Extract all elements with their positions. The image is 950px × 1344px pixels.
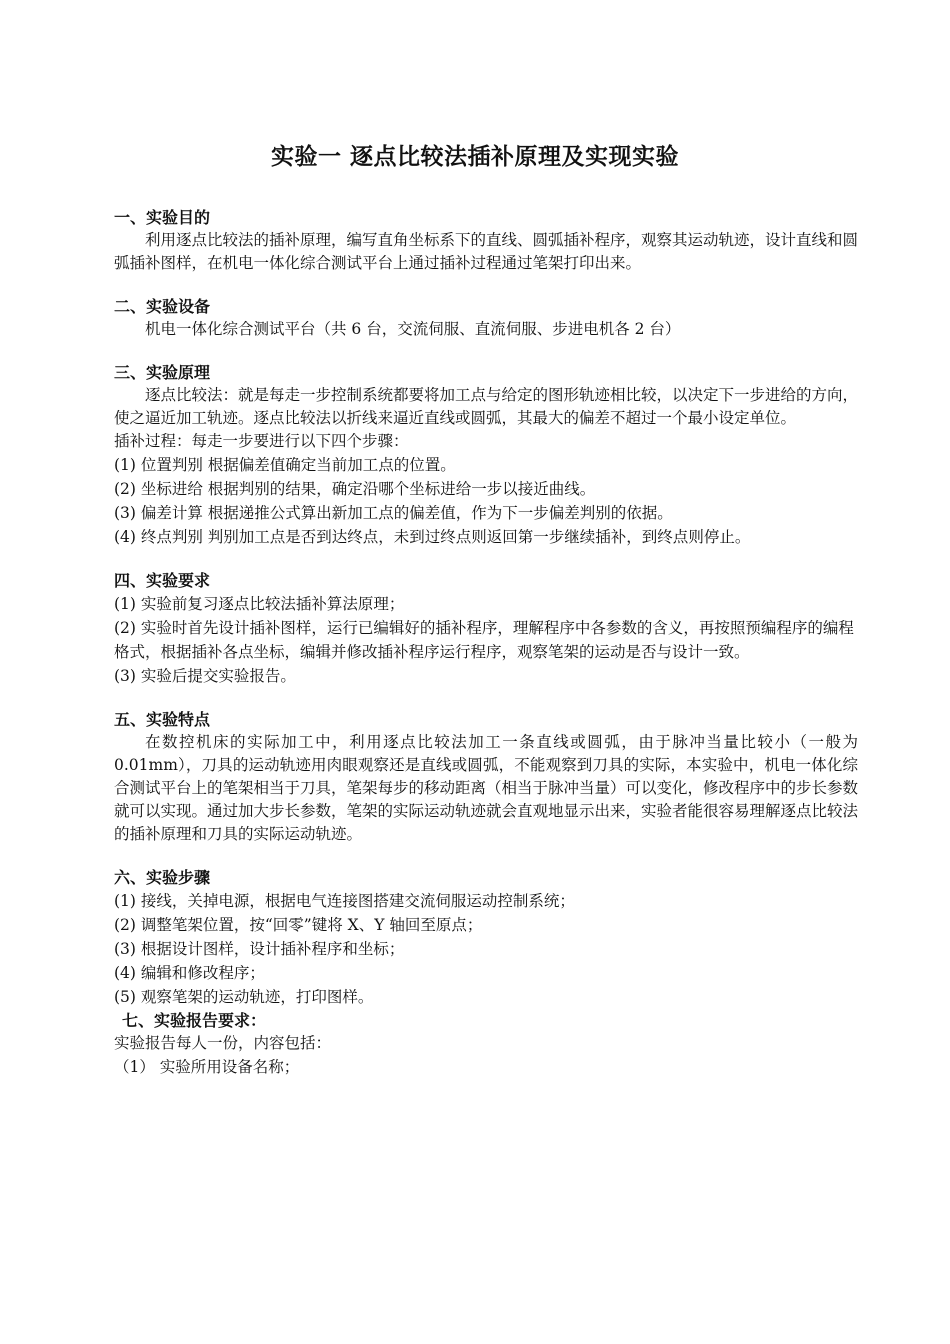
section-paragraph: 利用逐点比较法的插补原理，编写直角坐标系下的直线、圆弧插补程序，观察其运动轨迹，设计直线和圆弧插补图样，在机电一体化综合测试平台上通过插补过程通过笔架打印出来。 xyxy=(114,231,859,272)
list-item: (2) 实验时首先设计插补图样，运行已编辑好的插补程序，理解程序中各参数的含义，再按照预编程序的编程格式，根据插补各点坐标，编辑并修改插补程序运行程序，观察笔架的运动是否与设计一致。 xyxy=(114,619,854,661)
section-principle xyxy=(114,361,858,549)
list-item: (1) 位置判别 根据偏差值确定当前加工点的位置。 xyxy=(114,456,456,474)
section-heading: 二、实验设备 xyxy=(114,297,211,316)
section-features xyxy=(114,708,858,846)
section-heading: 五、实验特点 xyxy=(114,710,211,729)
section-steps xyxy=(114,866,858,1009)
list-item: (4) 终点判别 判别加工点是否到达终点，未到过终点则返回第一步继续插补，到终点则停止。 xyxy=(114,528,751,546)
list-item: (3) 实验后提交实验报告。 xyxy=(114,667,296,685)
section-paragraph: 逐点比较法：就是每走一步控制系统都要将加工点与给定的图形轨迹相比较，以决定下一步进给的方向，使之逼近加工轨迹。逐点比较法以折线来逼近直线或圆弧，其最大的偏差不超过一个最小设定单位。 xyxy=(114,386,859,427)
section-heading: 四、实验要求 xyxy=(114,571,211,590)
section-intro: 实验报告每人一份，内容包括： xyxy=(114,1034,332,1052)
list-item: (4) 编辑和修改程序； xyxy=(114,964,265,982)
list-item: （1） 实验所用设备名称； xyxy=(114,1058,300,1076)
list-item: (5) 观察笔架的运动轨迹，打印图样。 xyxy=(114,988,374,1006)
list-item: (1) 接线，关掉电源，根据电气连接图搭建交流伺服运动控制系统； xyxy=(114,892,575,910)
section-heading: 七、实验报告要求： xyxy=(122,1011,267,1030)
section-heading: 一、实验目的 xyxy=(114,208,211,227)
list-item: (2) 调整笔架位置，按“回零”键将 X、Y 轴回至原点； xyxy=(114,916,483,934)
section-heading: 六、实验步骤 xyxy=(114,868,211,887)
section-report xyxy=(114,1009,858,1079)
page-title: 实验一 逐点比较法插补原理及实现实验 xyxy=(270,143,679,170)
list-item: (2) 坐标进给 根据判别的结果，确定沿哪个坐标进给一步以接近曲线。 xyxy=(114,480,596,498)
section-purpose xyxy=(114,206,858,275)
list-item: (3) 偏差计算 根据递推公式算出新加工点的偏差值，作为下一步偏差判别的依据。 xyxy=(114,504,673,522)
section-intro: 插补过程：每走一步要进行以下四个步骤： xyxy=(114,432,409,450)
section-paragraph: 机电一体化综合测试平台（共 6 台，交流伺服、直流伺服、步进电机各 2 台） xyxy=(145,320,681,338)
section-heading: 三、实验原理 xyxy=(114,363,211,382)
list-item: (1) 实验前复习逐点比较法插补算法原理； xyxy=(114,595,405,613)
section-equipment xyxy=(114,295,858,341)
section-requirements xyxy=(114,569,858,688)
list-item: (3) 根据设计图样，设计插补程序和坐标； xyxy=(114,940,405,958)
section-paragraph: 在数控机床的实际加工中，利用逐点比较法加工一条直线或圆弧，由于脉冲当量比较小（一般为 0.01mm），刀具的运动轨迹用肉眼观察还是直线或圆弧，不能观察到刀具的实际，本实验中，机电一体化综合测试平台上的笔架相当于刀具，笔架每步的移动距离（相当于脉冲当量）可以变化，修改程序中的步长参数就可以实现。通过加大步长参数，笔架的实际运动轨迹就会直观地显示出来，实验者能很容易理解逐点比较法的插补原理和刀具的实际运动轨迹。 xyxy=(114,733,859,843)
document-body xyxy=(114,206,858,1079)
